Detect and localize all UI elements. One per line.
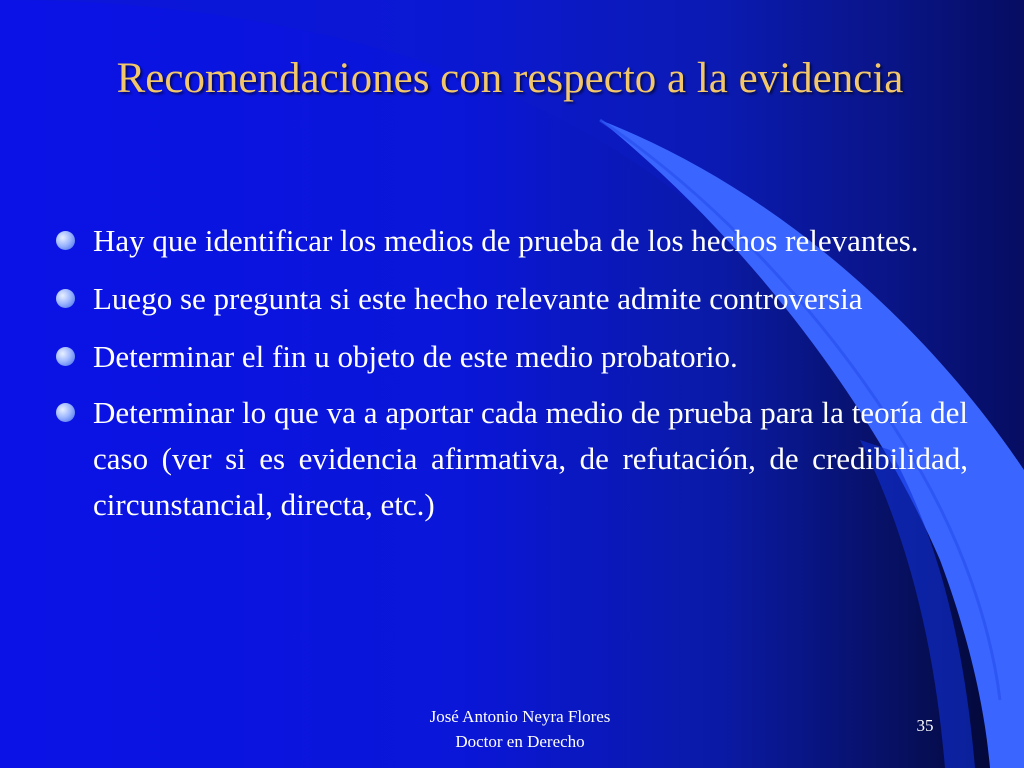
bullet-icon — [56, 347, 75, 366]
footer — [380, 704, 660, 754]
slide-title: Recomendaciones con respecto a la evidencia — [116, 55, 904, 102]
footer-degree: Doctor en Derecho — [455, 732, 585, 751]
bullet-icon — [56, 289, 75, 308]
bullet-text: Determinar el fin u objeto de este medio probatorio. — [93, 339, 738, 374]
bullet-icon — [56, 231, 75, 250]
bullet-item — [56, 276, 968, 322]
bullet-item — [56, 334, 968, 380]
bullet-text: Determinar lo que va a aportar cada medio de prueba para la teoría del caso (ver si es evidencia afirmativa, de refutación, de credibilidad, circunstancial, directa, etc.) — [93, 395, 968, 522]
bullet-list — [56, 218, 968, 540]
bullet-item — [56, 218, 968, 264]
bullet-text: Hay que identificar los medios de prueba de los hechos relevantes. — [93, 223, 919, 258]
bullet-icon — [56, 403, 75, 422]
bullet-item — [56, 390, 968, 528]
bullet-text: Luego se pregunta si este hecho relevante admite controversia — [93, 281, 863, 316]
footer-author: José Antonio Neyra Flores — [429, 707, 611, 726]
page-number: 35 — [916, 716, 934, 735]
